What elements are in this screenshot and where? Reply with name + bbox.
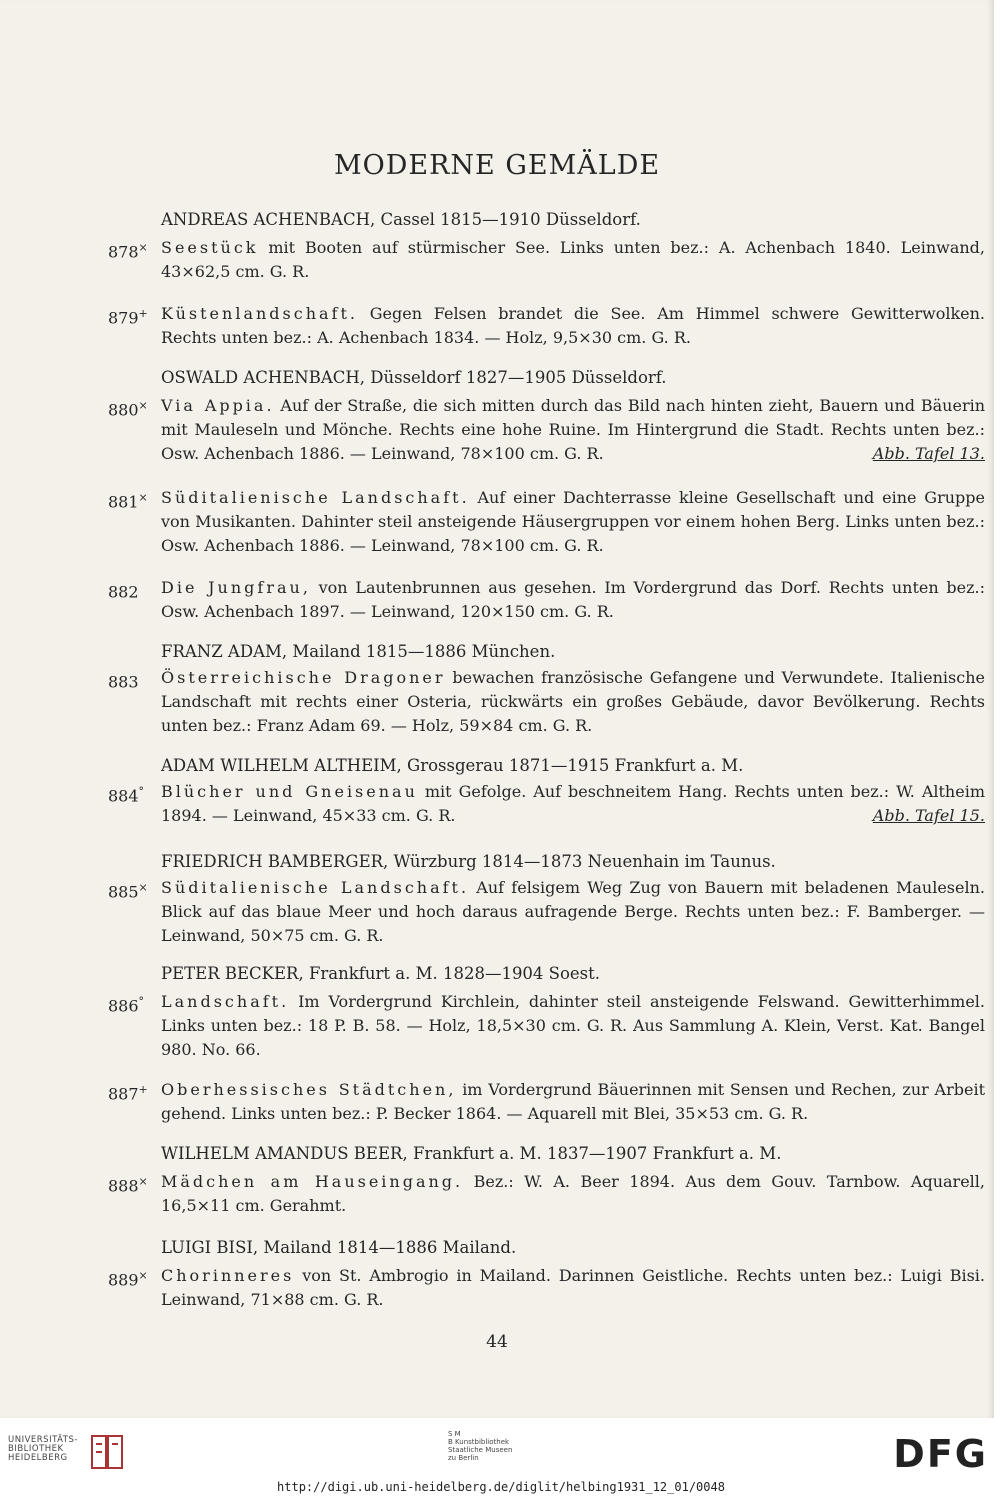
entry-text: Chorinneres von St. Ambrogio in Mailand. Darinnen Geistliche. Rechts unten bez.: Luigi Bisi. Leinwand, 71×88 cm. G. R.	[161, 1266, 985, 1309]
catalog-entry	[108, 394, 986, 468]
lot-number: 879+	[108, 307, 148, 328]
entry-text: Süditalienische Landschaft. Auf einer Dachterrasse kleine Gesellschaft und eine Gruppe von Musikanten. Dahinter steil ansteigende Häusergruppen vor einem hohen Berg. Links unten bez.: Osw. Achenbach 1886. — Leinwand, 78×100 cm. G. R.	[161, 488, 985, 555]
artist-heading: FRIEDRICH BAMBERGER, Würzburg 1814—1873 Neuenhain im Taunus.	[161, 852, 776, 871]
catalog-entry	[108, 780, 985, 830]
lot-number: 888×	[108, 1175, 148, 1196]
lot-number: 887+	[108, 1083, 148, 1104]
artist-heading: LUIGI BISI, Mailand 1814—1886 Mailand.	[161, 1238, 517, 1257]
catalog-entry	[108, 990, 985, 1064]
catalog-entry	[108, 576, 985, 626]
lot-number: 883	[108, 672, 139, 692]
page-title: MODERNE GEMÄLDE	[333, 150, 661, 181]
university-library-logo[interactable]: UNIVERSITÄTS- BIBLIOTHEK HEIDELBERG	[8, 1435, 78, 1463]
entry-text: Die Jungfrau, von Lautenbrunnen aus gesehen. Im Vordergrund das Dorf. Rechts unten bez.: Osw. Achenbach 1897. — Leinwand, 120×150 cm. G. R.	[161, 578, 985, 621]
catalog-entry	[108, 876, 985, 950]
university-emblem-icon	[90, 1432, 124, 1472]
entry-text: Österreichische Dragoner bewachen französische Gefangene und Verwundete. Italienische Landschaft mit rechts einer Osteria, rückwärts ein großes Gebäude, davor Bevölkerung. Rechts unten bez.: Franz Adam 69. — Holz, 59×84 cm. G. R.	[161, 668, 985, 735]
lot-number: 878×	[108, 241, 148, 262]
plate-reference: Abb. Tafel 15.	[872, 806, 985, 825]
catalog-entry	[108, 302, 985, 352]
catalog-entry	[108, 486, 985, 560]
lot-number: 880×	[108, 399, 148, 420]
artist-heading: ADAM WILHELM ALTHEIM, Grossgerau 1871—1915 Frankfurt a. M.	[161, 756, 744, 775]
entry-text: Oberhessisches Städtchen, im Vordergrund Bäuerinnen mit Sensen und Rechen, zur Arbeit gehend. Links unten bez.: P. Becker 1864. — Aquarell mit Blei, 35×53 cm. G. R.	[161, 1080, 985, 1123]
artist-heading: ANDREAS ACHENBACH, Cassel 1815—1910 Düsseldorf.	[161, 210, 641, 229]
lot-number: 884°	[108, 785, 145, 806]
entry-text: Süditalienische Landschaft. Auf felsigem Weg Zug von Bauern mit beladenen Mauleseln. Blick auf das blaue Meer und hoch daraus aufragende Berge. Rechts unten bez.: F. Bamberger. — Leinwand, 50×75 cm. G. R.	[161, 878, 985, 945]
catalog-entry	[108, 666, 985, 740]
lot-number: 881×	[108, 491, 148, 512]
lot-number: 885×	[108, 881, 148, 902]
artist-heading: WILHELM AMANDUS BEER, Frankfurt a. M. 1837—1907 Frankfurt a. M.	[161, 1144, 782, 1163]
entry-text: Mädchen am Hauseingang. Bez.: W. A. Beer 1894. Aus dem Gouv. Tarnbow. Aquarell, 16,5×11 cm. Gerahmt.	[161, 1172, 985, 1215]
page-number: 44	[486, 1332, 508, 1352]
lot-number: 889×	[108, 1269, 148, 1290]
catalog-entry	[108, 236, 985, 286]
plate-reference: Abb. Tafel 13.	[872, 444, 985, 463]
artist-heading: PETER BECKER, Frankfurt a. M. 1828—1904 Soest.	[161, 964, 601, 983]
entry-text: Küstenlandschaft. Gegen Felsen brandet die See. Am Himmel schwere Gewitterwolken. Rechts unten bez.: A. Achenbach 1834. — Holz, 9,5×30 cm. G. R.	[161, 304, 985, 347]
entry-text: Landschaft. Im Vordergrund Kirchlein, dahinter steil ansteigende Felswand. Gewitterhimmel. Links unten bez.: 18 P. B. 58. — Holz, 18,5×30 cm. G. R. Aus Sammlung A. Klein, Verst. Kat. Bangel 980. No. 66.	[161, 992, 985, 1059]
lot-number: 886°	[108, 995, 145, 1016]
entry-text: Seestück mit Booten auf stürmischer See. Links unten bez.: A. Achenbach 1840. Leinwand, 43×62,5 cm. G. R.	[161, 238, 985, 281]
smb-logo[interactable]: S M B Kunstbibliothek Staatliche Museen zu Berlin	[448, 1430, 513, 1462]
lot-number: 882	[108, 582, 139, 602]
entry-text: Via Appia. Auf der Straße, die sich mitten durch das Bild nach hinten zieht, Bauern und Bäuerin mit Mauleseln und Mönche. Rechts eine hohe Ruine. Im Hintergrund die Stadt. Rechts unten bez.: Osw. Achenbach 1886. — Leinwand, 78×100 cm. G. R. Abb. Tafel 13.	[161, 394, 985, 466]
catalog-entry	[108, 1170, 985, 1220]
source-url[interactable]: http://digi.ub.uni-heidelberg.de/diglit/helbing1931_12_01/0048	[277, 1480, 725, 1494]
dfg-logo[interactable]: DFG	[893, 1432, 988, 1476]
artist-heading: FRANZ ADAM, Mailand 1815—1886 München.	[161, 642, 556, 661]
catalog-entry	[108, 1078, 985, 1128]
artist-heading: OSWALD ACHENBACH, Düsseldorf 1827—1905 Düsseldorf.	[161, 368, 667, 387]
catalog-entry	[108, 1264, 985, 1314]
entry-text: Blücher und Gneisenau mit Gefolge. Auf beschneitem Hang. Rechts unten bez.: W. Altheim 1894. — Leinwand, 45×33 cm. G. R. Abb. Tafel 15.	[161, 780, 985, 828]
